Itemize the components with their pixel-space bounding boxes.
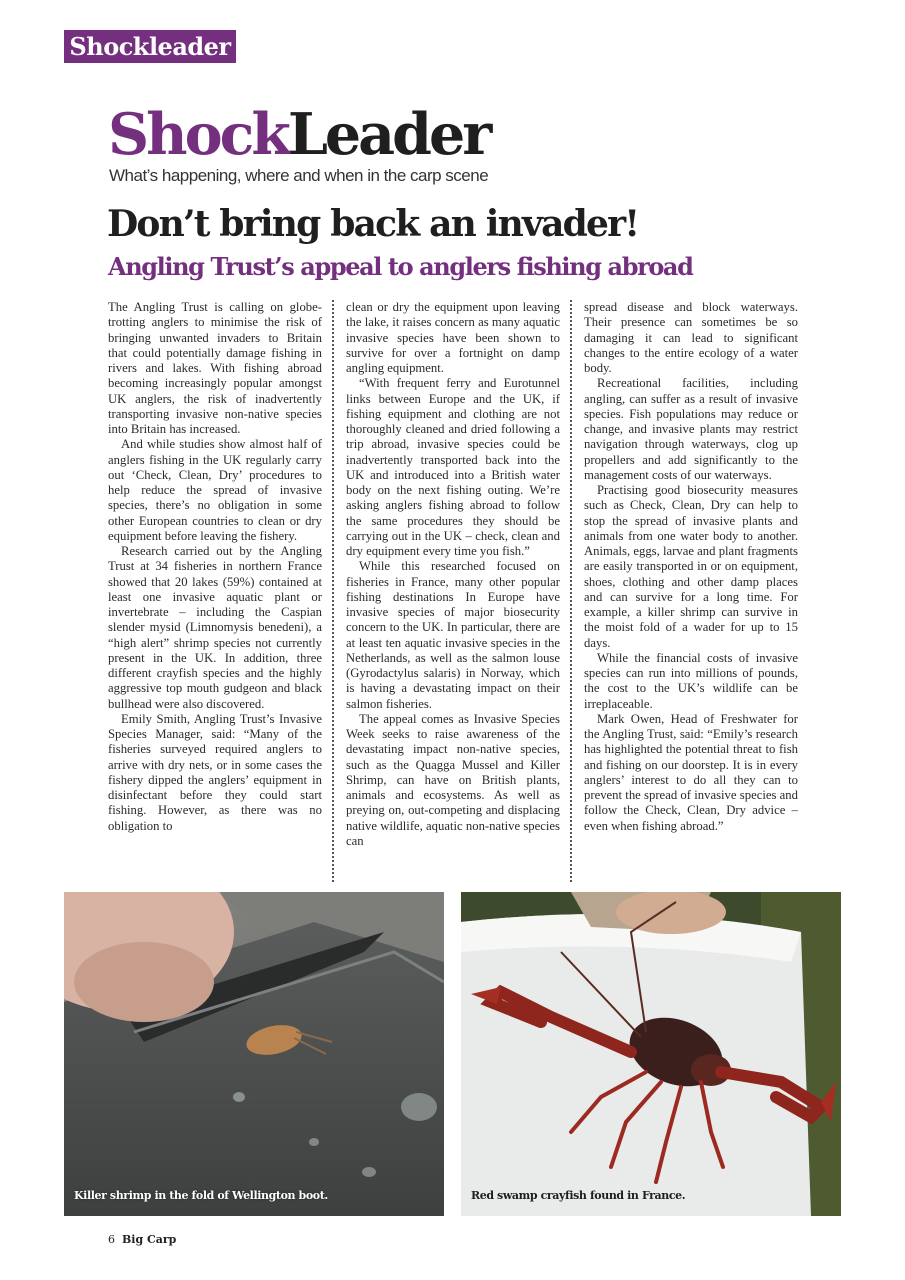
- killer-shrimp-image: [64, 892, 444, 1216]
- article-standfirst: Angling Trust’s appeal to anglers fishing abroad: [108, 252, 693, 281]
- section-tag: Shockleader: [64, 30, 236, 63]
- photo-caption: Killer shrimp in the fold of Wellington boot.: [74, 1189, 328, 1202]
- paragraph: clean or dry the equipment upon leaving the lake, it raises concern as many aquatic invasive species have been shown to survive for over a fortnight on damp angling equipment.: [346, 300, 560, 375]
- paragraph: Research carried out by the Angling Trust at 34 fisheries in northern France showed that 20 lakes (59%) contained at least one invasive aquatic plant or invertebrate – including the Caspian slender mysid (Limnomysis benedeni), a “high alert” shrimp species not currently present in the UK. In addition, three different crayfish species and the highly aggressive top mouth gudgeon and black bullhead were also discovered.: [108, 544, 322, 711]
- crayfish-photo: [461, 892, 841, 1216]
- column-divider: [570, 300, 572, 882]
- body-column-3: [584, 300, 798, 882]
- paragraph: Recreational facilities, including angling, can suffer as a result of invasive species. Fish populations may reduce or change, and invasive plants may restrict navigation through waterways, clog up propellers and add significantly to the management costs of our waterways.: [584, 376, 798, 482]
- column-subtitle: What’s happening, where and when in the carp scene: [109, 166, 489, 185]
- paragraph: The Angling Trust is calling on globe-trotting anglers to minimise the risk of bringing unwanted invaders to Britain that could potentially damage fishing in rivers and lakes. With fishing abroad becoming increasingly popular amongst UK anglers, the risk of inadvertently transporting invasive non-native species into Britain has increased.: [108, 300, 322, 436]
- paragraph: The appeal comes as Invasive Species Week seeks to raise awareness of the devastating impact non-native species, such as the Quagga Mussel and Killer Shrimp, can have on British plants, animals and ecosystems. As well as preying on, out-competing and displacing native wildlife, aquatic non-native species can: [346, 711, 560, 848]
- page-number: 6: [108, 1233, 115, 1246]
- paragraph: Emily Smith, Angling Trust’s Invasive Species Manager, said: “Many of the fisheries surveyed required anglers to arrive with dry nets, or in some cases the fishery dipped the anglers’ equipment in disinfectant before they could start fishing. However, as there was no obligation to: [108, 711, 322, 833]
- page-footer: [108, 1233, 176, 1246]
- paragraph: While this researched focused on fisheries in France, many other popular fishing destinations In Europe have invasive species of major biosecurity concern to the UK. In particular, there are at least ten aquatic invasive species in the Netherlands, as well as the salmon louse (Gyrodactylus salaris) in Norway, which is having a devastating impact on their salmon fisheries.: [346, 559, 560, 711]
- column-logo: [108, 100, 489, 170]
- column-divider: [332, 300, 334, 882]
- body-column-2: [346, 300, 560, 882]
- article-headline: Don’t bring back an invader!: [107, 203, 639, 245]
- paragraph: Practising good biosecurity measures such as Check, Clean, Dry can help to stop the spread of invasive plants and animals from one water body to another. Animals, eggs, larvae and plant fragments are easily transported in or on equipment, shoes, clothing and other damp places and can survive for a long time. For example, a killer shrimp can survive in the moist fold of a wader for up to 15 days.: [584, 483, 798, 650]
- paragraph: Mark Owen, Head of Freshwater for the Angling Trust, said: “Emily’s research has highlighted the potential threat to fish and fishing on our doorstep. It is in every anglers’ interest to do all they can to prevent the spread of invasive species and follow the Check, Clean, Dry advice – even when fishing abroad.”: [584, 711, 798, 833]
- body-column-1: [108, 300, 322, 882]
- paragraph: “With frequent ferry and Eurotunnel links between Europe and the UK, if fishing equipment and clothing are not thoroughly cleaned and dried following a trip abroad, invasive species could be inadvertently transported back into the UK and introduced into a British water body on the next fishing outing. We’re asking anglers fishing abroad to follow the same procedures they should be carrying out in the UK – check, clean and dry equipment every time you fish.”: [346, 376, 560, 558]
- magazine-name: Big Carp: [122, 1233, 177, 1246]
- logo-leader: Leader: [287, 101, 490, 168]
- paragraph: spread disease and block waterways. Their presence can sometimes be so damaging it can lead to significant changes to the entire ecology of a water body.: [584, 300, 798, 375]
- crayfish-image: [461, 892, 841, 1216]
- paragraph: While the financial costs of invasive species can run into millions of pounds, the cost to the UK’s wildlife can be irreplaceable.: [584, 650, 798, 711]
- logo-shock: Shock: [108, 101, 288, 168]
- killer-shrimp-photo: [64, 892, 444, 1216]
- photo-caption: Red swamp crayfish found in France.: [471, 1189, 686, 1202]
- paragraph: And while studies show almost half of anglers fishing in the UK regularly carry out ‘Check, Clean, Dry’ procedures to help reduce the spread of invasive species, there’s no obligation in some other European countries to clean or dry equipment before leaving the fishery.: [108, 437, 322, 543]
